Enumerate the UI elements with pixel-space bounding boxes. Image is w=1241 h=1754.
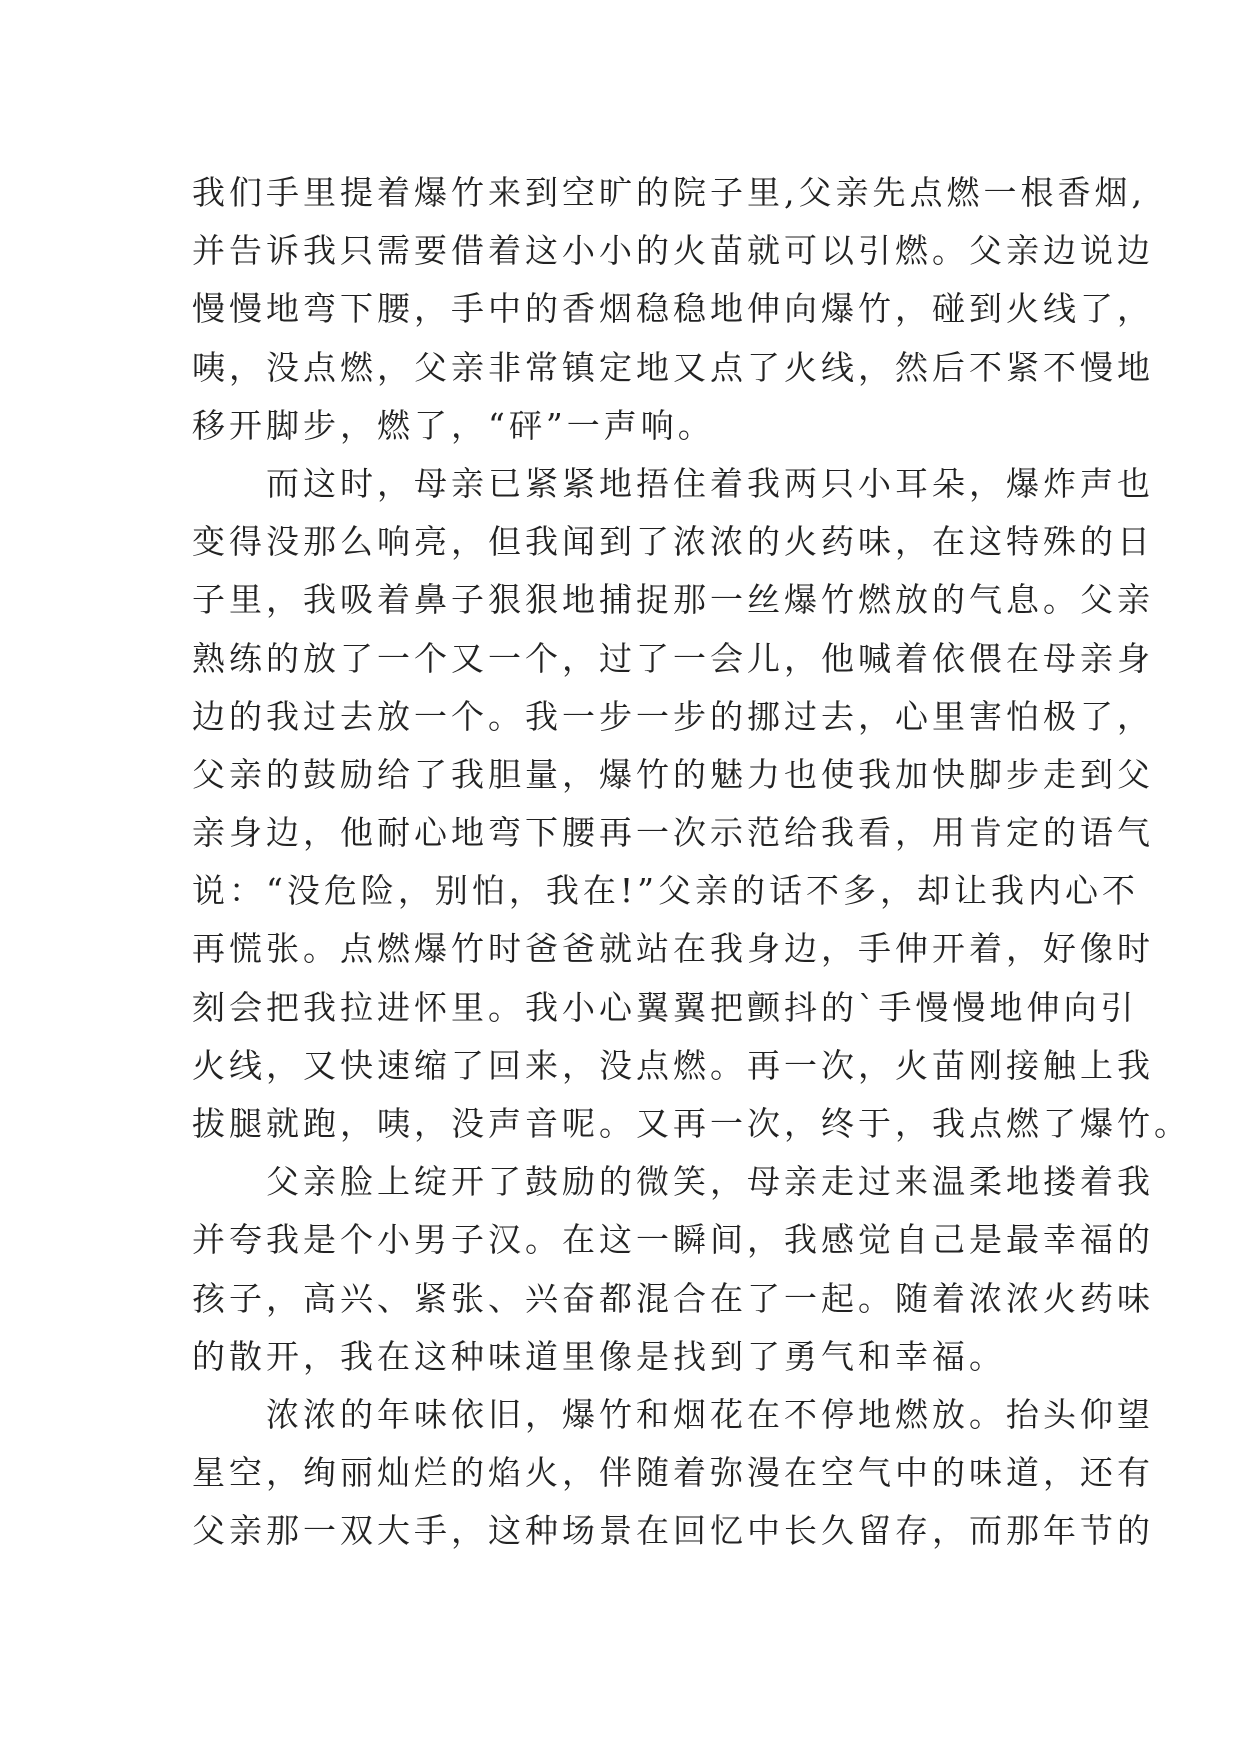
text-line: 亲身边，他耐心地弯下腰再一次示范给我看，用肯定的语气 (192, 813, 1154, 853)
text-line: 边的我过去放一个。我一步一步的挪过去，心里害怕极了， (192, 696, 1154, 736)
text-line: 并告诉我只需要借着这小小的火苗就可以引燃。父亲边说边 (192, 231, 1154, 271)
text-line: 熟练的放了一个又一个，过了一会儿，他喊着依偎在母亲身 (192, 638, 1154, 678)
text-line: 父亲脸上绽开了鼓励的微笑，母亲走过来温柔地搂着我 (192, 1162, 1154, 1202)
text-line: 慢慢地弯下腰，手中的香烟稳稳地伸向爆竹，碰到火线了， (192, 289, 1154, 329)
text-line: 拔腿就跑，咦，没声音呢。又再一次，终于，我点燃了爆竹。 (192, 1104, 1191, 1143)
text-line: 而这时，母亲已紧紧地捂住着我两只小耳朵，爆炸声也 (192, 463, 1154, 503)
text-line: 浓浓的年味依旧，爆竹和烟花在不停地燃放。抬头仰望 (192, 1394, 1154, 1434)
text-line: 并夸我是个小男子汉。在这一瞬间，我感觉自己是最幸福的 (192, 1220, 1154, 1260)
text-line: 刻会把我拉进怀里。我小心翼翼把颤抖的`手慢慢地伸向引 (192, 987, 1138, 1027)
text-line: 说：“没危险，别怕，我在!”父亲的话不多，却让我内心不 (192, 871, 1140, 911)
text-line: 再慌张。点燃爆竹时爸爸就站在我身边，手伸开着，好像时 (192, 929, 1154, 969)
text-line: 父亲那一双大手，这种场景在回忆中长久留存，而那年节的 (192, 1511, 1154, 1551)
text-line: 父亲的鼓励给了我胆量，爆竹的魅力也使我加快脚步走到父 (192, 754, 1154, 794)
text-line: 我们手里提着爆竹来到空旷的院子里,父亲先点燃一根香烟, (192, 173, 1146, 212)
text-line: 咦，没点燃，父亲非常镇定地又点了火线，然后不紧不慢地 (192, 347, 1154, 387)
document-body (192, 164, 1191, 1561)
text-line: 移开脚步，燃了，“砰”一声响。 (192, 405, 715, 445)
text-line: 孩子，高兴、紧张、兴奋都混合在了一起。随着浓浓火药味 (192, 1278, 1154, 1318)
text-line: 变得没那么响亮，但我闻到了浓浓的火药味，在这特殊的日 (192, 522, 1154, 562)
text-line: 星空，绚丽灿烂的焰火，伴随着弥漫在空气中的味道，还有 (192, 1453, 1154, 1493)
text-line: 子里，我吸着鼻子狠狠地捕捉那一丝爆竹燃放的气息。父亲 (192, 580, 1154, 620)
text-line: 的散开，我在这种味道里像是找到了勇气和幸福。 (192, 1336, 1006, 1376)
text-line: 火线，又快速缩了回来，没点燃。再一次，火苗刚接触上我 (192, 1045, 1154, 1085)
